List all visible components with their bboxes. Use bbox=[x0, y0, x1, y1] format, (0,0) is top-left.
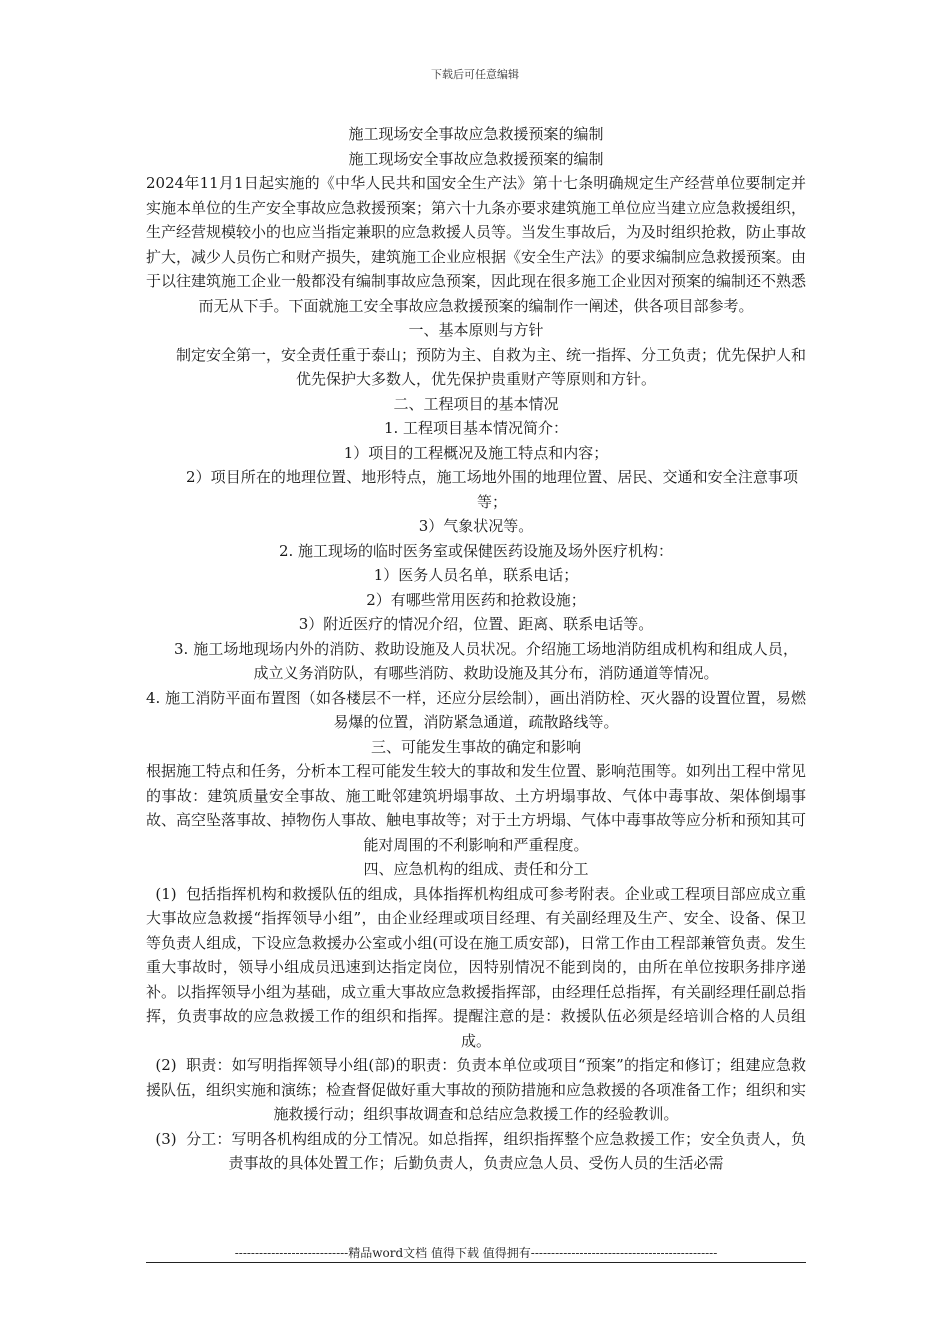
section2-item2: 2. 施工现场的临时医务室或保健医药设施及场外医疗机构： bbox=[278, 541, 674, 560]
section2-item2-1: 1）医务人员名单，联系电话； bbox=[373, 566, 579, 584]
paragraph-number: (2) bbox=[155, 1056, 177, 1074]
section2-item3: 3. 施工场地现场内外的消防、救助设施及人员状况。介绍施工场地消防组成机构和组成人员，成立义务消防队，有哪些消防、救助设施及其分布，消防通道等情况。 bbox=[174, 639, 798, 682]
section2-heading: 二、工程项目的基本情况 bbox=[393, 394, 559, 413]
paragraph-text: 职责：如写明指挥领导小组(部)的职责：负责本单位或项目“预案”的指定和修订；组建应急救援队伍，组织实施和演练；检查督促做好重大事故的预防措施和应急救援的各项准备工作；组织和实施救援行动；组织事故调查和总结应急救援工作的经验教训。 bbox=[146, 1056, 807, 1123]
footer-divider bbox=[146, 1262, 806, 1263]
section4-paragraph-1 bbox=[146, 882, 806, 1054]
section1-body: 制定安全第一，安全责任重于泰山；预防为主、自救为主、统一指挥、分工负责；优先保护人和优先保护大多数人，优先保护贵重财产等原则和方针。 bbox=[176, 345, 807, 388]
section2-item1-2: 2）项目所在的地理位置、地形特点，施工场地外围的地理位置、居民、交通和安全注意事项等； bbox=[186, 468, 798, 511]
intro-paragraph: 2024年11月1日起实施的《中华人民共和国安全生产法》第十七条明确规定生产经营单位要制定并实施本单位的生产安全事故应急救援预案；第六十九条亦要求建筑施工单位应当建立应急救援组织，生产经营规模较小的也应当指定兼职的应急救援人员等。当发生事故后，为及时组织抢救，防止事故扩大，减少人员伤亡和财产损失，建筑施工企业应根据《安全生产法》的要求编制应急救援预案。由于以往建筑施工企业一般都没有编制事故应急预案，因此现在很多施工企业因对预案的编制还不熟悉而无从下手。下面就施工安全事故应急救援预案的编制作一阐述，供各项目部参考。 bbox=[146, 174, 807, 315]
paragraph-text: 分工：写明各机构组成的分工情况。如总指挥，组织指挥整个应急救援工作；安全负责人，负责事故的具体处置工作；后勤负责人，负责应急人员、受伤人员的生活必需 bbox=[186, 1129, 806, 1172]
paragraph-text: 包括指挥机构和救援队伍的组成，具体指挥机构组成可参考附表。企业或工程项目部应成立重大事故应急救援“指挥领导小组”，由企业经理或项目经理、有关副经理及生产、安全、设备、保卫等负责人组成，下设应急救援办公室或小组(可设在施工质安部)，日常工作由工程部兼管负责。发生重大事故时，领导小组成员迅速到达指定岗位，因特别情况不能到岗的，由所在单位按职务排序递补。以指挥领导小组为基础，成立重大事故应急救援指挥部，由经理任总指挥，有关副经理任副总指挥，负责事故的应急救援工作的组织和指挥。提醒注意的是：救援队伍必须是经培训合格的人员组成。 bbox=[146, 884, 807, 1050]
page-header-note: 下载后可任意编辑 bbox=[431, 68, 519, 81]
section3-body: 根据施工特点和任务，分析本工程可能发生较大的事故和发生位置、影响范围等。如列出工程中常见的事故：建筑质量安全事故、施工毗邻建筑坍塌事故、土方坍塌事故、气体中毒事故、架体倒塌事故、高空坠落事故、掉物伤人事故、触电事故等；对于土方坍塌、气体中毒事故等应分析和预知其可能对周围的不利影响和严重程度。 bbox=[146, 762, 807, 854]
section4-paragraph-2 bbox=[146, 1053, 806, 1127]
section2-item2-3: 3）附近医疗的情况介绍，位置、距离、联系电话等。 bbox=[298, 615, 654, 633]
section4-heading: 四、应急机构的组成、责任和分工 bbox=[363, 860, 589, 878]
footer-text: ----------------------------精品word文档 值得下载 值得拥有---------------------------------------------- bbox=[234, 1246, 718, 1260]
document-title-repeat: 施工现场安全事故应急救援预案的编制 bbox=[348, 149, 604, 168]
section1-heading: 一、基本原则与方针 bbox=[408, 321, 544, 339]
section2-item4: 4. 施工消防平面布置图（如各楼层不一样，还应分层绘制），画出消防栓、灭火器的设置位置，易燃易爆的位置，消防紧急通道，疏散路线等。 bbox=[146, 688, 806, 731]
section2-item1-3: 3）气象状况等。 bbox=[418, 517, 534, 535]
section2-item1: 1. 工程项目基本情况简介： bbox=[383, 419, 569, 437]
document-title: 施工现场安全事故应急救援预案的编制 bbox=[348, 125, 604, 143]
section2-item2-2: 2）有哪些常用医药和抢救设施； bbox=[366, 590, 586, 609]
paragraph-number: (1) bbox=[155, 884, 177, 903]
paragraph-number: (3) bbox=[155, 1129, 177, 1148]
section3-heading: 三、可能发生事故的确定和影响 bbox=[370, 737, 581, 756]
section2-item1-1: 1）项目的工程概况及施工特点和内容； bbox=[343, 443, 609, 462]
document-body bbox=[146, 122, 806, 1176]
section4-paragraph-3 bbox=[146, 1127, 806, 1176]
